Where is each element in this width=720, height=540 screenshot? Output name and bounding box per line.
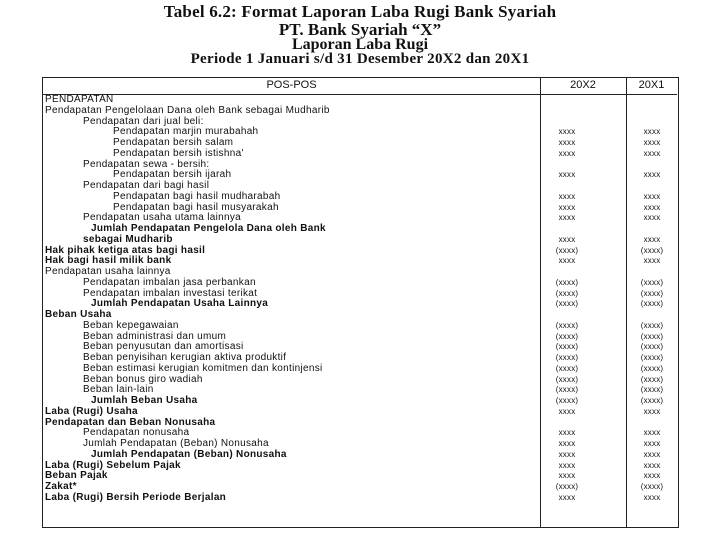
value-20x1: xxxx [643,213,661,223]
value-20x1: (xxxx) [640,482,664,491]
value-20x1: xxxx [643,148,661,158]
table-caption: Tabel 6.2: Format Laporan Laba Rugi Bank Syariah [163,2,557,21]
value-20x1: xxxx [643,439,661,448]
row-label: Pendapatan dari jual beli: [83,115,204,127]
value-20x2: xxxx [558,213,576,223]
value-20x2: (xxxx) [555,331,579,341]
value-20x2: (xxxx) [555,342,579,352]
table-row [43,235,677,246]
value-20x1: xxxx [643,170,661,180]
row-label: Jumlah Beban Usaha [91,395,198,406]
value-20x2: (xxxx) [555,374,579,384]
value-20x2: xxxx [558,449,576,459]
report-title: Laporan Laba Rugi [291,36,429,53]
value-20x2: (xxxx) [555,353,579,362]
row-label: Beban Usaha [45,309,112,320]
value-20x2: (xxxx) [555,245,579,255]
value-20x1: (xxxx) [640,245,664,255]
value-20x2: (xxxx) [555,385,579,395]
table-row [43,149,677,160]
value-20x1: xxxx [643,428,661,438]
row-label: Pendapatan sewa - bersih: [83,158,210,170]
report-period: Periode 1 Januari s/d 31 Desember 20X2 dan 20X1 [190,51,530,67]
value-20x1: xxxx [643,138,661,147]
row-label: Pendapatan marjin murabahah [113,126,259,138]
row-label: Laba (Rugi) Bersih Periode Berjalan [45,491,227,503]
income-statement-table [42,77,679,528]
row-label: Beban estimasi kerugian komitmen dan kontinjensi [83,362,323,374]
value-20x2: (xxxx) [555,288,579,298]
row-label: Hak pihak ketiga atas bagi hasil [45,244,206,256]
row-label: Pendapatan imbalan investasi terikat [83,287,258,299]
value-20x1: (xxxx) [640,299,664,309]
table-row [43,192,677,203]
table-body [43,95,677,504]
value-20x1: xxxx [643,492,661,502]
value-20x2: xxxx [558,191,576,201]
row-label: Pendapatan usaha lainnya [45,266,171,277]
value-20x2: xxxx [558,202,576,212]
value-20x1: xxxx [643,449,661,459]
row-label: Jumlah Pendapatan (Beban) Nonusaha [91,448,287,460]
value-20x2: (xxxx) [555,363,579,373]
value-20x2: xxxx [558,127,576,137]
table-row [43,471,677,482]
row-label: PENDAPATAN [45,94,114,105]
row-label: Jumlah Pendapatan Usaha Lainnya [91,298,269,310]
header-20x2: 20X2 [570,79,596,91]
table-row [43,407,677,418]
value-20x2: xxxx [558,439,576,448]
table-row [43,450,677,461]
value-20x2: xxxx [558,148,576,158]
value-20x1: (xxxx) [640,277,664,287]
value-20x1: (xxxx) [640,374,664,384]
table-row [43,396,677,407]
row-label: Zakat* [45,481,77,492]
value-20x2: xxxx [558,460,576,470]
value-20x2: xxxx [558,492,576,502]
table-row [43,493,677,504]
header-pos-pos: POS-POS [266,79,317,91]
row-label: Pendapatan usaha utama lainnya [83,212,242,224]
row-label: Beban penyusutan dan amortisasi [83,341,244,353]
value-20x2: (xxxx) [555,320,579,330]
value-20x1: (xxxx) [640,320,664,330]
value-20x1: (xxxx) [640,363,664,373]
value-20x1: xxxx [643,256,661,266]
row-label: Pendapatan dan Beban Nonusaha [45,416,216,428]
row-label: Beban penyisihan kerugian aktiva produktif [83,352,287,363]
table-row [43,321,677,332]
row-label: Pendapatan Pengelolaan Dana oleh Bank sebagai Mudharib [45,104,330,116]
value-20x1: xxxx [643,234,661,244]
value-20x2: (xxxx) [555,482,579,491]
value-20x2: (xxxx) [555,396,579,405]
value-20x1: (xxxx) [640,331,664,341]
table-row [43,278,677,289]
value-20x2: xxxx [558,234,576,244]
value-20x1: (xxxx) [640,385,664,395]
value-20x2: xxxx [558,471,576,481]
row-label: Pendapatan nonusaha [83,427,190,439]
row-label: Pendapatan imbalan jasa perbankan [83,276,256,288]
row-label: Pendapatan bersih salam [113,137,234,148]
row-label: Pendapatan dari bagi hasil [83,180,210,191]
table-row [43,364,677,375]
row-label: Pendapatan bagi hasil mudharabah [113,190,281,202]
value-20x1: xxxx [643,202,661,212]
value-20x1: xxxx [643,191,661,201]
header-20x1: 20X1 [638,79,665,91]
value-20x1: (xxxx) [640,353,664,362]
company-name: PT. Bank Syariah “X” [278,20,442,39]
value-20x1: xxxx [643,406,661,416]
value-20x2: xxxx [558,406,576,416]
value-20x2: xxxx [558,170,576,180]
row-label: Beban lain-lain [83,384,154,396]
value-20x2: xxxx [558,428,576,438]
table-row [43,106,677,117]
value-20x1: (xxxx) [640,342,664,352]
value-20x1: xxxx [643,460,661,470]
row-label: Jumlah Pendapatan Pengelola Dana oleh Bank [91,223,326,234]
row-label: Laba (Rugi) Sebelum Pajak [45,459,181,471]
value-20x1: xxxx [643,471,661,481]
row-label: Pendapatan bersih istishna' [113,147,244,159]
row-label: Laba (Rugi) Usaha [45,405,138,417]
value-20x2: xxxx [558,138,576,147]
row-label: Pendapatan bagi hasil musyarakah [113,201,279,213]
row-label: Beban kepegawaian [83,319,179,331]
value-20x1: (xxxx) [640,288,664,298]
table-row [43,299,677,310]
row-label: Jumlah Pendapatan (Beban) Nonusaha [83,438,269,449]
table-row [43,461,677,472]
row-label: Beban Pajak [45,470,108,482]
value-20x2: xxxx [558,256,576,266]
table-header [43,78,677,95]
row-label: sebagai Mudharib [83,233,173,245]
value-20x2: (xxxx) [555,277,579,287]
value-20x1: xxxx [643,127,661,137]
row-label: Beban bonus giro wadiah [83,373,203,385]
value-20x2: (xxxx) [555,299,579,309]
value-20x1: (xxxx) [640,396,664,405]
row-label: Pendapatan bersih ijarah [113,169,232,181]
row-label: Hak bagi hasil milik bank [45,255,172,267]
row-label: Beban administrasi dan umum [83,330,227,342]
